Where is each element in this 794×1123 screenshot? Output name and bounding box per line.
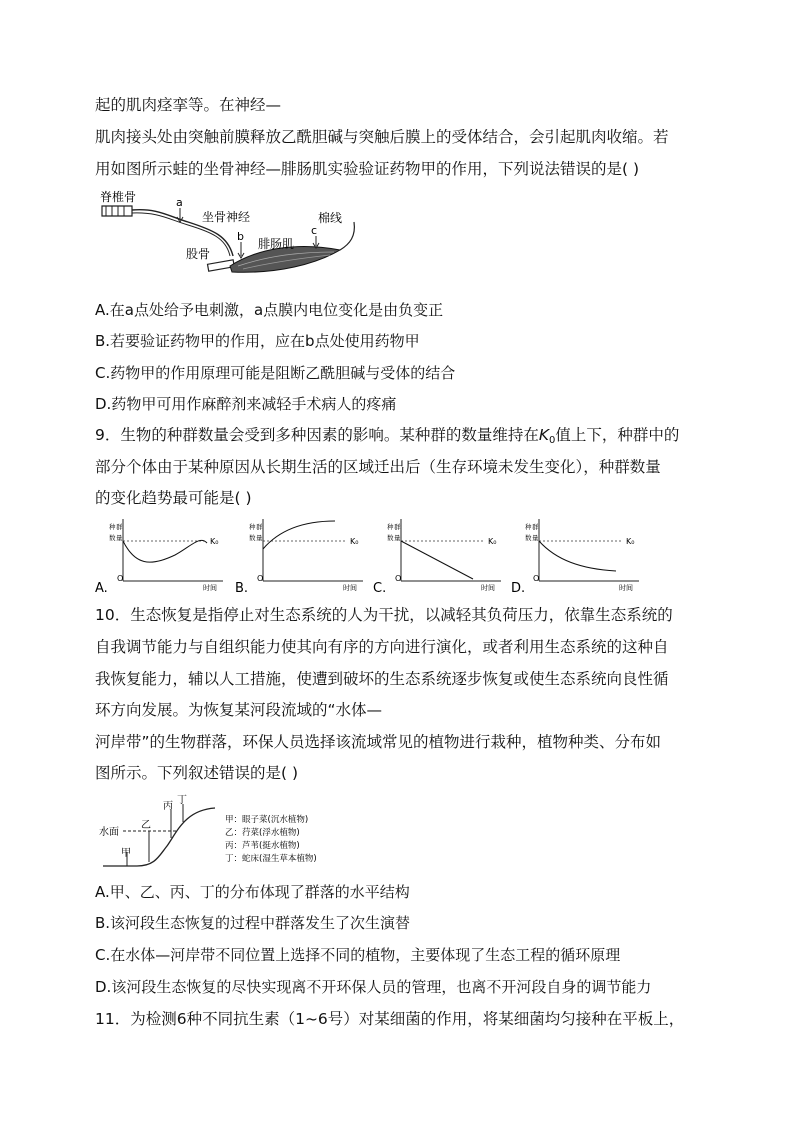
origin-label: O — [395, 574, 402, 583]
option-label-d: D. — [511, 581, 526, 595]
y-axis-label-char: 种 — [109, 523, 116, 531]
population-curve — [123, 540, 207, 562]
q10-text-line6: 图所示。下列叙述错误的是( ) — [95, 764, 299, 782]
population-graphs — [95, 515, 650, 595]
y-axis-label-char: 种 — [387, 523, 394, 531]
legend-ding: 丁：蛇床(湿生草本植物) — [225, 854, 317, 864]
k-letter: K — [538, 426, 550, 444]
q10-option-c: C.在水体—河岸带不同位置上选择不同的植物，主要体现了生态工程的循环原理 — [95, 946, 621, 964]
q10-option-d: D.该河段生态恢复的尽快实现离不开环保人员的管理，也离不开河段自身的调节能力 — [95, 978, 652, 996]
q8-text-line2: 肌肉接头处由突触前膜释放乙酰胆碱与突触后膜上的受体结合，会引起肌肉收缩。若 — [95, 128, 669, 146]
k0-label: K₀ — [350, 537, 359, 546]
q10-text-line4: 环方向发展。为恢复某河段流域的“水体— — [95, 701, 383, 719]
graph-b — [235, 519, 363, 595]
option-label-c: C. — [373, 581, 387, 595]
frog-nerve-muscle-figure — [98, 186, 378, 286]
label-ding: 丁 — [177, 795, 187, 806]
q8-text-line3: 用如图所示蛙的坐骨神经—腓肠肌实验验证药物甲的作用，下列说法错误的是( ) — [95, 160, 640, 178]
y-axis-label-char: 量 — [256, 534, 263, 542]
x-axis-label: 时间 — [203, 584, 217, 592]
x-axis-label: 时间 — [343, 584, 357, 592]
y-axis-label-char: 群 — [394, 523, 401, 531]
population-curve — [263, 521, 335, 549]
q10-text-line1: 10．生态恢复是指停止对生态系统的人为干扰，以减轻其负荷压力，依靠生态系统的 — [95, 606, 673, 624]
label-nerve: 坐骨神经 — [202, 210, 251, 224]
legend-bing: 丙：芦苇(挺水植物) — [225, 841, 300, 851]
x-axis-label: 时间 — [481, 584, 495, 592]
q10-option-b: B.该河段生态恢复的过程中群落发生了次生演替 — [95, 914, 411, 932]
graph-d — [511, 519, 639, 595]
label-b: b — [237, 230, 244, 243]
label-thread: 棉线 — [318, 211, 343, 225]
label-muscle: 腓肠肌 — [258, 237, 295, 251]
y-axis-label-char: 量 — [394, 534, 401, 542]
q8-option-b: B.若要验证药物甲的作用，应在b点处使用药物甲 — [95, 332, 420, 350]
q10-option-a: A.甲、乙、丙、丁的分布体现了群落的水平结构 — [95, 883, 410, 901]
population-curve — [539, 541, 616, 571]
y-axis-label-char: 数 — [525, 534, 532, 542]
label-water-surface: 水面 — [99, 827, 119, 838]
k0-label: K₀ — [210, 537, 219, 546]
q11-text-line1: 11．为检测6种不同抗生素（1~6号）对某细菌的作用，将某细菌均匀接种在平板上， — [95, 1010, 685, 1028]
legend-jia: 甲：眼子菜(沉水植物) — [225, 815, 309, 825]
q10-text-line5: 河岸带”的生物群落，环保人员选择该流域常见的植物进行栽种，植物种类、分布如 — [95, 733, 662, 751]
origin-label: O — [257, 574, 264, 583]
q9-line1-post: 值上下，种群中的 — [555, 426, 680, 444]
q8-option-a: A.在a点处给予电刺激，a点膜内电位变化是由负变正 — [95, 301, 444, 319]
label-spine: 脊椎骨 — [100, 190, 137, 204]
q8-option-c: C.药物甲的作用原理可能是阻断乙酰胆碱与受体的结合 — [95, 364, 456, 382]
y-axis-label-char: 数 — [109, 534, 116, 542]
y-axis-label-char: 种 — [249, 523, 256, 531]
origin-label: O — [533, 574, 540, 583]
label-bing: 丙 — [163, 801, 173, 812]
label-jia: 甲 — [121, 848, 131, 859]
q8-option-d: D.药物甲可用作麻醉剂来减轻手术病人的疼痛 — [95, 395, 397, 413]
y-axis-label-char: 数 — [249, 534, 256, 542]
origin-label: O — [117, 574, 124, 583]
label-yi: 乙 — [141, 820, 151, 831]
label-femur: 股骨 — [186, 247, 211, 261]
k0-label: K₀ — [488, 537, 497, 546]
y-axis-label-char: 种 — [525, 523, 532, 531]
riverbank-figure — [97, 794, 342, 874]
y-axis-label-char: 群 — [116, 523, 123, 531]
y-axis-label-char: 量 — [532, 534, 539, 542]
q9-text-line2: 部分个体由于某种原因从长期生活的区域迁出后（生存环境未发生变化），种群数量 — [95, 458, 661, 476]
k0-label: K₀ — [626, 537, 635, 546]
x-axis-label: 时间 — [619, 584, 633, 592]
q10-text-line2: 自我调节能力与自组织能力使其向有序的方向进行演化，或者利用生态系统的这种自 — [95, 638, 669, 656]
option-label-b: B. — [235, 581, 249, 595]
label-a: a — [176, 196, 183, 209]
q8-text-line1: 起的肌肉痉挛等。在神经— — [95, 96, 282, 114]
y-axis-label-char: 量 — [116, 534, 123, 542]
q9-text-line1 — [95, 425, 679, 451]
k-subscript: 0 — [549, 435, 556, 446]
q10-text-line3: 我恢复能力，辅以人工措施，使遭到破坏的生态系统逐步恢复或使生态系统向良性循 — [95, 670, 669, 688]
label-c: c — [311, 224, 318, 237]
population-curve — [401, 541, 473, 579]
y-axis-label-char: 群 — [532, 523, 539, 531]
q9-text-line3: 的变化趋势最可能是( ) — [95, 489, 252, 507]
q9-line1-pre: 9．生物的种群数量会受到多种因素的影响。某种群的数量维持在 — [95, 426, 539, 444]
y-axis-label-char: 数 — [387, 534, 394, 542]
legend-yi: 乙：荇菜(浮水植物) — [225, 828, 300, 838]
graph-a — [95, 519, 223, 595]
option-label-a: A. — [95, 581, 108, 595]
y-axis-label-char: 群 — [256, 523, 263, 531]
graph-c — [373, 519, 501, 595]
